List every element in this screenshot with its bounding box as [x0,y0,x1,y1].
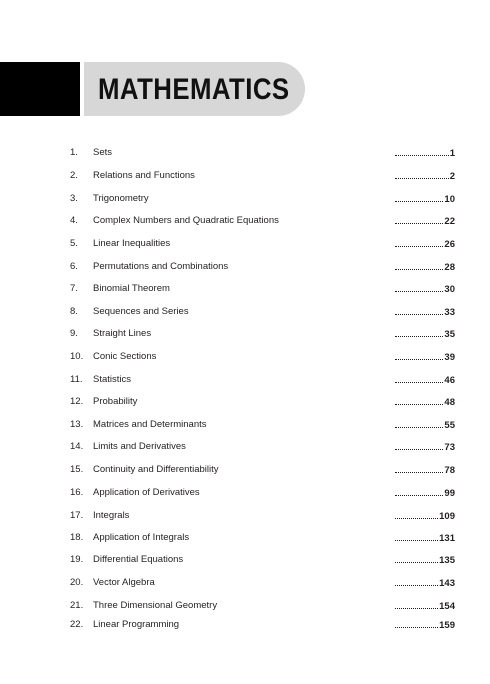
toc-entry-page-group [395,236,455,253]
toc-entry[interactable] [0,145,490,161]
toc-entry-number: 11. [70,374,83,385]
toc-entry-page-group [395,372,455,389]
toc-entry-title: Application of Derivatives [93,487,200,498]
dot-leader [395,575,438,586]
dot-leader [395,236,443,247]
toc-entry-number: 13. [70,419,84,430]
toc-entry[interactable] [0,417,490,433]
dot-leader [395,213,443,224]
toc-entry-page-group [395,552,455,569]
toc-entry-number: 5. [70,238,78,249]
toc-entry-page-number: 55 [444,420,455,431]
toc-entry-number: 18. [70,532,84,543]
toc-entry-page-number: 48 [444,397,455,408]
toc-entry-page-group [395,213,455,230]
toc-entry-page-group [395,281,455,298]
toc-entry-number: 4. [70,215,78,226]
toc-entry-title: Conic Sections [93,351,157,362]
toc-entry[interactable] [0,236,490,252]
toc-entry-page-number: 39 [444,352,455,363]
toc-entry[interactable] [0,372,490,388]
toc-entry-title: Straight Lines [93,328,152,339]
dot-leader [395,191,443,202]
toc-entry-page-group [395,617,455,634]
dot-leader [395,417,443,428]
toc-entry-page-group [395,145,455,162]
toc-entry-title: Integrals [93,510,130,521]
toc-entry[interactable] [0,326,490,342]
toc-entry[interactable] [0,349,490,365]
dot-leader [395,304,443,315]
dot-leader [395,326,443,337]
toc-entry[interactable] [0,281,490,297]
toc-entry-page-number: 33 [444,307,455,318]
toc-entry-page-number: 1 [449,148,455,159]
toc-entry-title: Permutations and Combinations [93,261,229,272]
toc-entry-title: Sets [93,147,113,158]
toc-entry-page-group [395,530,455,547]
toc-entry-number: 6. [70,261,78,272]
page-title: MATHEMATICS [98,73,290,106]
toc-entry-title: Statistics [93,374,132,385]
toc-entry-title: Complex Numbers and Quadratic Equations [93,215,279,226]
dot-leader [395,485,443,496]
dot-leader [395,145,449,156]
toc-entry-title: Vector Algebra [93,577,155,588]
toc-entry-number: 2. [70,170,78,181]
toc-entry-number: 10. [70,351,84,362]
toc-entry-page-group [395,259,455,276]
toc-entry-page-group [395,485,455,502]
dot-leader [395,349,443,360]
toc-entry-title: Probability [93,396,138,407]
toc-entry-number: 12. [70,396,84,407]
toc-entry-page-number: 10 [444,194,455,205]
toc-entry[interactable] [0,394,490,410]
toc-entry-page-number: 35 [444,329,455,340]
toc-entry-page-number: 159 [439,620,455,631]
dot-leader [395,462,443,473]
toc-entry-page-number: 154 [439,601,455,612]
toc-entry[interactable] [0,485,490,501]
toc-entry-page-number: 46 [444,375,455,386]
toc-entry-title: Continuity and Differentiability [93,464,219,475]
dot-leader [395,394,443,405]
toc-entry[interactable] [0,168,490,184]
toc-entry-number: 8. [70,306,78,317]
toc-entry-page-group [395,168,455,185]
toc-entry[interactable] [0,617,490,633]
dot-leader [395,372,443,383]
toc-entry-page-number: 2 [449,171,455,182]
toc-entry-page-group [395,417,455,434]
toc-entry-title: Binomial Theorem [93,283,170,294]
toc-entry-page-number: 22 [444,216,455,227]
toc-entry-page-number: 99 [444,488,455,499]
toc-entry-number: 16. [70,487,84,498]
toc-entry-number: 15. [70,464,84,475]
toc-entry-number: 14. [70,441,84,452]
dot-leader [395,617,438,628]
toc-entry-number: 1. [70,147,78,158]
toc-entry-page-number: 73 [444,442,455,453]
toc-entry-page-group [395,349,455,366]
toc-entry-number: 22. [70,619,84,630]
toc-entry[interactable] [0,462,490,478]
toc-entry[interactable] [0,575,490,591]
dot-leader [395,281,443,292]
toc-entry[interactable] [0,552,490,568]
toc-entry-page-group [395,575,455,592]
toc-entry-page-group [395,439,455,456]
toc-entry-page-group [395,326,455,343]
toc-entry[interactable] [0,259,490,275]
toc-entry[interactable] [0,191,490,207]
toc-entry-number: 19. [70,554,84,565]
toc-entry[interactable] [0,598,490,614]
toc-entry-title: Application of Integrals [93,532,190,543]
toc-entry[interactable] [0,508,490,524]
toc-entry-title: Relations and Functions [93,170,195,181]
toc-entry-title: Sequences and Series [93,306,189,317]
toc-entry-page-number: 109 [439,511,455,522]
toc-entry-number: 21. [70,600,84,611]
toc-entry[interactable] [0,530,490,546]
toc-entry-title: Linear Inequalities [93,238,171,249]
toc-entry-title: Matrices and Determinants [93,419,207,430]
toc-entry-number: 17. [70,510,84,521]
toc-entry-page-group [395,304,455,321]
toc-entry[interactable] [0,304,490,320]
toc-entry-page-group [395,508,455,525]
toc-entry-title: Differential Equations [93,554,184,565]
toc-entry-title: Three Dimensional Geometry [93,600,218,611]
toc-entry[interactable] [0,213,490,229]
toc-entry-number: 9. [70,328,78,339]
toc-entry-page-number: 26 [444,239,455,250]
toc-entry-page-number: 131 [439,533,455,544]
dot-leader [395,168,449,179]
toc-entry-page-number: 143 [439,578,455,589]
dot-leader [395,259,443,270]
dot-leader [395,530,438,541]
toc-entry-page-group [395,191,455,208]
toc-entry[interactable] [0,439,490,455]
toc-entry-page-number: 78 [444,465,455,476]
toc-entry-title: Limits and Derivatives [93,441,186,452]
toc-entry-number: 20. [70,577,84,588]
toc-entry-title: Trigonometry [93,193,149,204]
toc-entry-page-number: 30 [444,284,455,295]
toc-entry-number: 7. [70,283,78,294]
dot-leader [395,552,438,563]
dot-leader [395,598,438,609]
toc-entry-number: 3. [70,193,78,204]
toc-entry-page-group [395,462,455,479]
toc-entry-title: Linear Programming [93,619,180,630]
dot-leader [395,508,438,519]
dot-leader [395,439,443,450]
toc-entry-page-number: 28 [444,262,455,273]
toc-entry-page-group [395,598,455,615]
toc-entry-page-number: 135 [439,555,455,566]
toc-entry-page-group [395,394,455,411]
